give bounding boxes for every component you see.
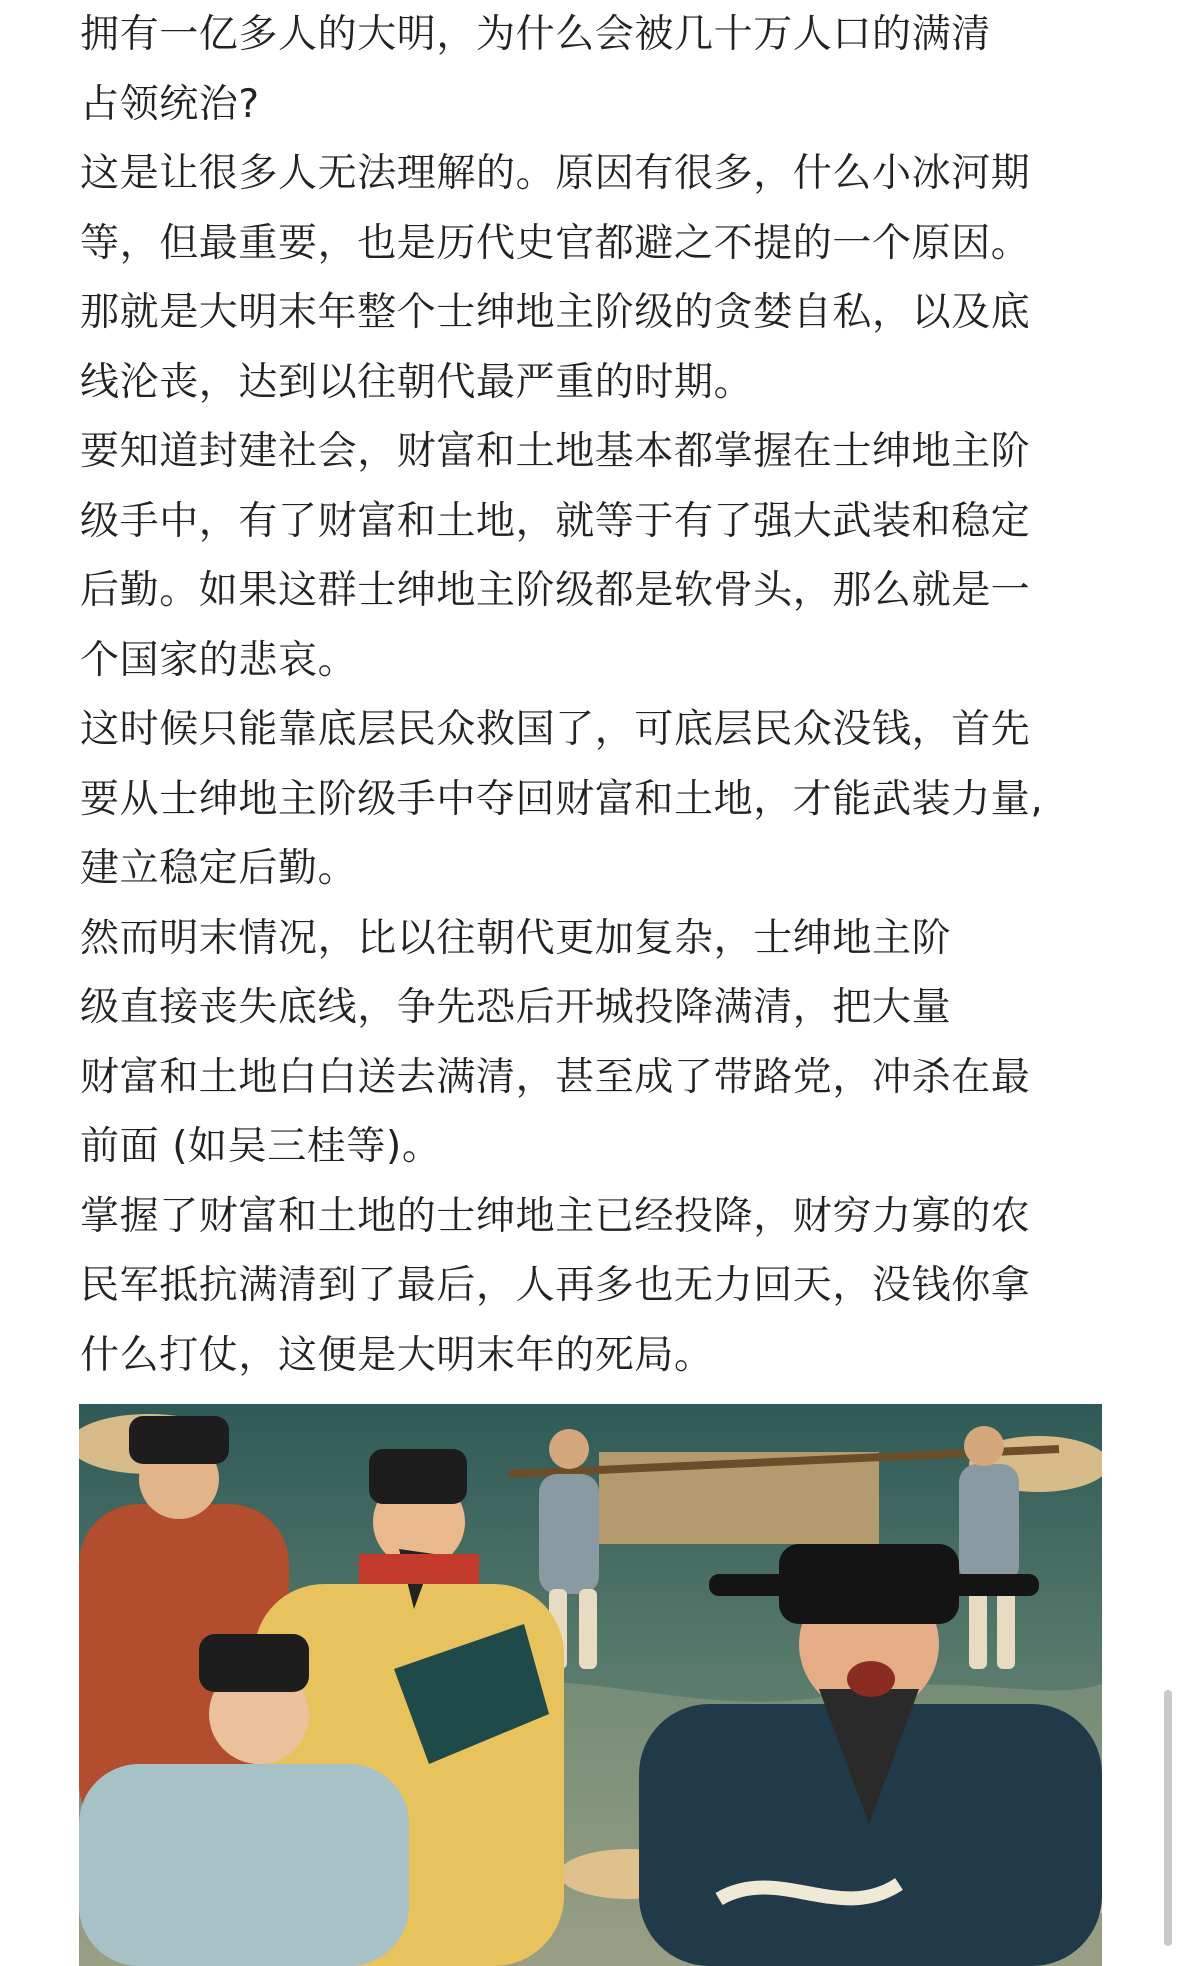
article-line: 级直接丧失底线，争先恐后开城投降满清，把大量 (80, 985, 952, 1030)
article-line: 级手中，有了财富和土地，就等于有了强大武装和稳定 (80, 498, 1031, 544)
vertical-scrollbar[interactable] (1164, 1690, 1172, 1946)
article-line: 要从士绅地主阶级手中夺回财富和土地，才能武装力量, (80, 776, 1044, 822)
article-line: 财富和土地白白送去满清，甚至成了带路党，冲杀在最 (80, 1054, 1031, 1100)
article-line: 前面 (如吴三桂等)。 (80, 1124, 442, 1169)
article-line: 然而明末情况，比以往朝代更加复杂，士绅地主阶 (80, 915, 952, 961)
article-line: 个国家的悲哀。 (80, 637, 358, 683)
article-body (80, 0, 1100, 1390)
article-line: 要知道封建社会，财富和土地基本都掌握在士绅地主阶 (80, 429, 1031, 474)
article-line: 那就是大明末年整个士绅地主阶级的贪婪自私，以及底 (80, 290, 1031, 335)
illustration-artwork (79, 1404, 1102, 1966)
article-line: 民军抵抗满清到了最后，人再多也无力回天，没钱你拿 (80, 1263, 1031, 1308)
article-line: 占领统治? (80, 81, 260, 127)
article-line: 后勤。如果这群士绅地主阶级都是软骨头，那么就是一 (80, 568, 1031, 613)
article-line: 建立稳定后勤。 (80, 846, 358, 891)
article-line: 线沦丧，达到以往朝代最严重的时期。 (80, 359, 754, 405)
article-line: 这是让很多人无法理解的。原因有很多，什么小冰河期 (80, 151, 1031, 196)
article-line: 等，但最重要，也是历代史官都避之不提的一个原因。 (80, 220, 1031, 266)
article-line: 拥有一亿多人的大明，为什么会被几十万人口的满清 (80, 12, 991, 57)
article-line: 掌握了财富和土地的士绅地主已经投降，财穷力寡的农 (80, 1193, 1031, 1239)
article-illustration (79, 1404, 1102, 1966)
article-line: 这时候只能靠底层民众救国了，可底层民众没钱，首先 (80, 707, 1031, 752)
article-line: 什么打仗，这便是大明末年的死局。 (80, 1332, 714, 1378)
